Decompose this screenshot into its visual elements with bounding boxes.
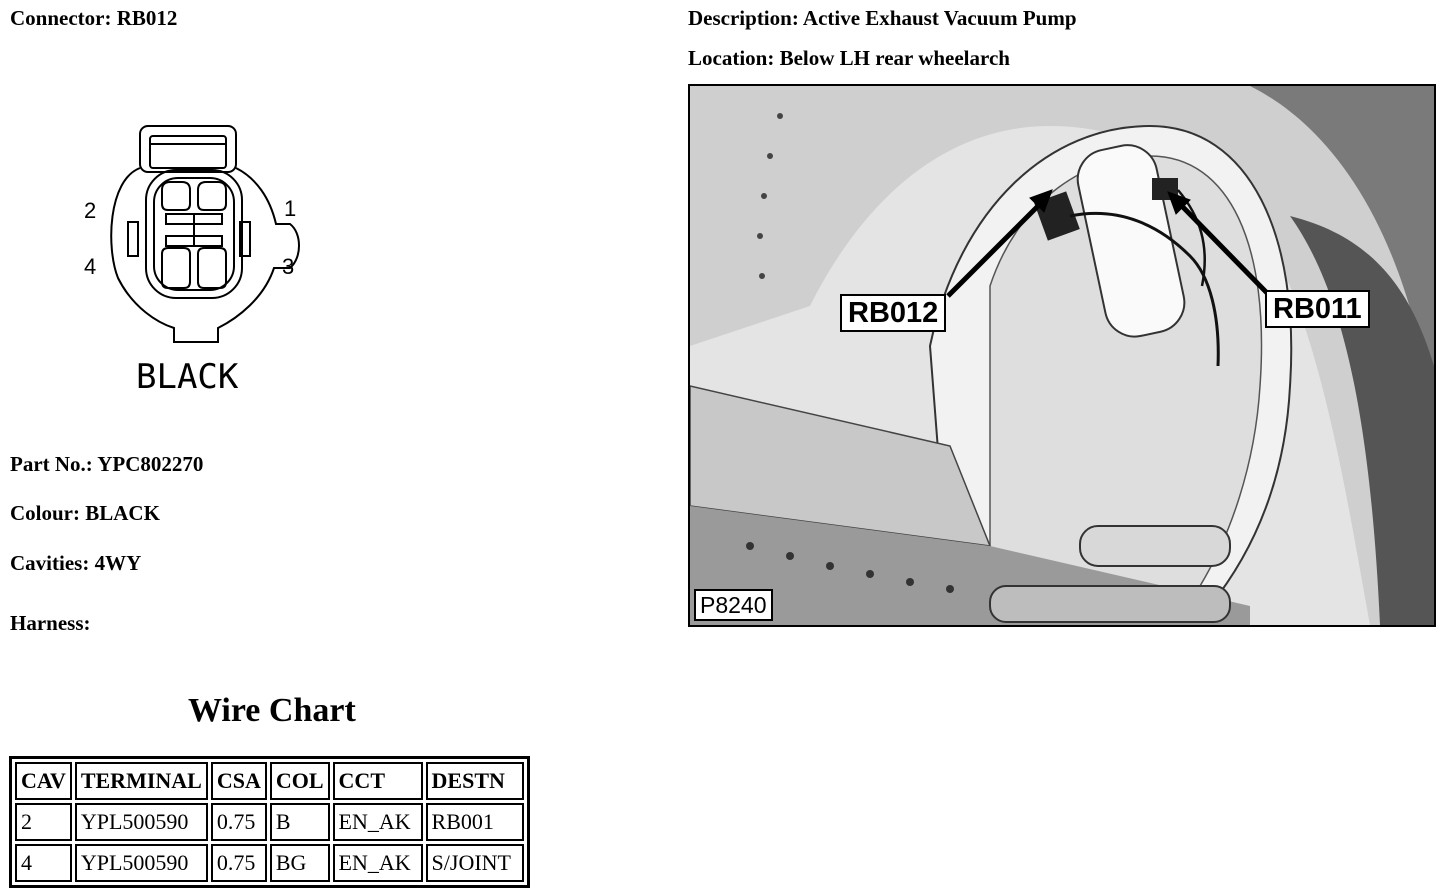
cell: 0.75 [211, 844, 267, 882]
col-cct: CCT [333, 762, 423, 800]
col-cav: CAV [15, 762, 72, 800]
pin-4-label: 4 [84, 254, 97, 279]
cell: YPL500590 [75, 844, 208, 882]
callout-rb012: RB012 [840, 294, 946, 332]
cell: B [270, 803, 330, 841]
table-header-row [15, 762, 524, 800]
table-row [15, 803, 524, 841]
cell: 4 [15, 844, 72, 882]
cell: YPL500590 [75, 803, 208, 841]
connector-colour-label: BLACK [136, 357, 239, 397]
location-text: Location: Below LH rear wheelarch [688, 46, 1010, 70]
table-row [15, 844, 524, 882]
cavities-field: Cavities: 4WY [10, 551, 142, 575]
figure-reference: P8240 [694, 589, 773, 621]
wire-chart-title: Wire Chart [188, 692, 356, 729]
cell: RB001 [426, 803, 524, 841]
cell: EN_AK [333, 844, 423, 882]
col-csa: CSA [211, 762, 267, 800]
wire-chart-table [9, 756, 530, 888]
callout-rb011: RB011 [1265, 290, 1370, 328]
location-photo [688, 84, 1436, 627]
connector-face-diagram [78, 118, 318, 398]
harness-field: Harness: [10, 611, 91, 635]
part-number: Part No.: YPC802270 [10, 452, 204, 476]
description-text: Description: Active Exhaust Vacuum Pump [688, 6, 1077, 30]
pin-3-label: 3 [282, 254, 295, 279]
col-col: COL [270, 762, 330, 800]
pin-2-label: 2 [84, 198, 97, 223]
cell: BG [270, 844, 330, 882]
pin-1-label: 1 [284, 196, 297, 221]
connector-title: Connector: RB012 [10, 6, 178, 30]
cell: S/JOINT [426, 844, 524, 882]
cell: 2 [15, 803, 72, 841]
col-destn: DESTN [426, 762, 524, 800]
cell: 0.75 [211, 803, 267, 841]
col-terminal: TERMINAL [75, 762, 208, 800]
colour-field: Colour: BLACK [10, 501, 160, 525]
wheelarch-illustration [690, 86, 1434, 625]
cell: EN_AK [333, 803, 423, 841]
